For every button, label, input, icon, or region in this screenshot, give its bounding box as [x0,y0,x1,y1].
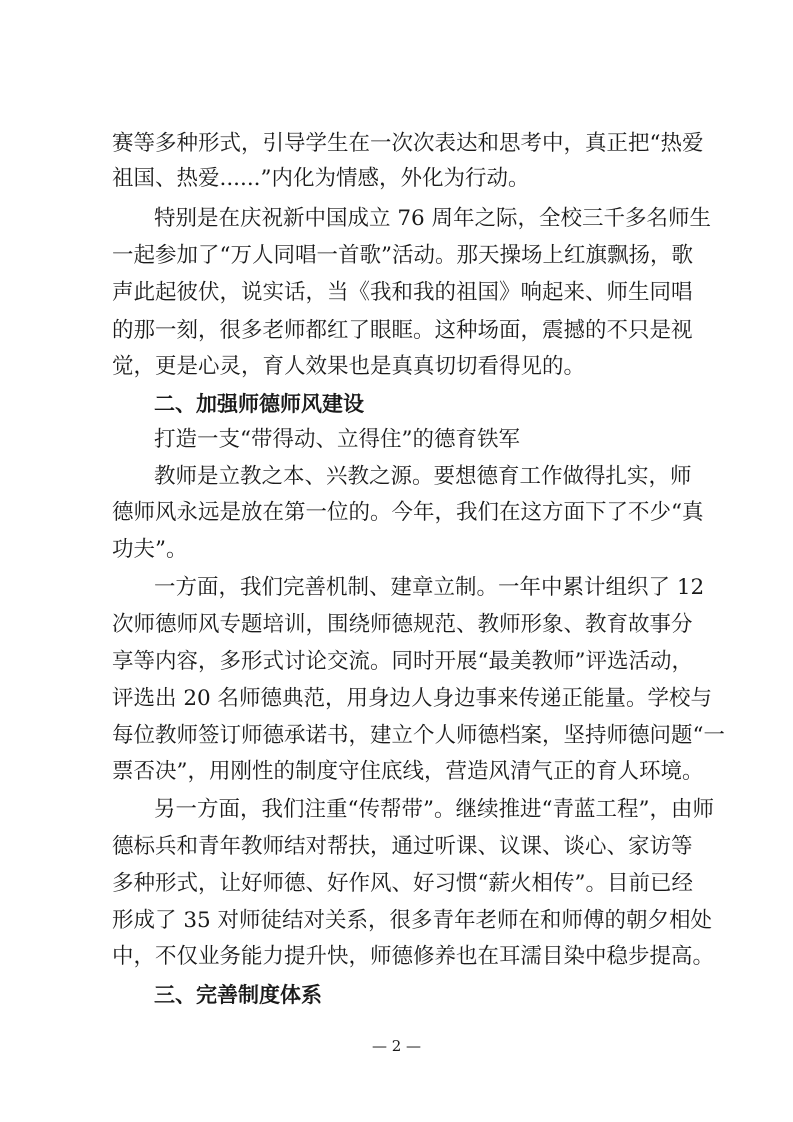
body-text-line: 票否决”，用刚性的制度守住底线，营造风清气正的育人环境。 [112,759,704,784]
body-text-line: 德标兵和青年教师结对帮扶，通过听课、议课、谈心、家访等 [112,834,693,859]
body-text-line: 的那一刻，很多老师都红了眼眶。这种场面，震撼的不只是视 [112,318,693,343]
section-heading: 二、加强师德师风建设 [154,392,364,416]
body-text-line: 功夫”。 [112,537,188,562]
body-text-line: 特别是在庆祝新中国成立 76 周年之际，全校三千多名师生 [154,206,712,231]
body-text-line: 另一方面，我们注重“传帮带”。继续推进“青蓝工程”，由师 [154,797,714,822]
body-text-line: 觉，更是心灵，育人效果也是真真切切看得见的。 [112,354,586,379]
body-text-line: 声此起彼伏，说实话，当《我和我的祖国》响起来、师生同唱 [112,280,693,305]
body-text-line: 祖国、热爱......”内化为情感，外化为行动。 [112,166,530,191]
body-text-line: 赛等多种形式，引导学生在一次次表达和思考中，真正把“热爱 [112,131,704,156]
body-text-line: 次师德师风专题培训，围绕师德规范、教师形象、教育故事分 [112,612,693,637]
body-text-line: 每位教师签订师德承诺书，建立个人师德档案，坚持师德问题“一 [112,723,725,748]
section-subheading: 打造一支“带得动、立得住”的德育铁军 [154,427,520,452]
body-text-line: 享等内容，多形式讨论交流。同时开展“最美教师”评选活动， [112,649,693,674]
body-text-line: 中，不仅业务能力提升快，师德修养也在耳濡目染中稳步提高。 [112,944,715,969]
section-heading: 三、完善制度体系 [154,983,322,1007]
body-text-line: 一起参加了“万人同唱一首歌”活动。那天操场上红旗飘扬，歌 [112,243,693,268]
body-text-line: 德师风永远是放在第一位的。今年，我们在这方面下了不少“真 [112,500,704,525]
body-text-line: 评选出 20 名师德典范，用身边人身边事来传递正能量。学校与 [112,686,713,711]
body-text-line: 一方面，我们完善机制、建章立制。一年中累计组织了 12 [154,575,705,600]
body-text-line: 多种形式，让好师德、好作风、好习惯“薪火相传”。目前已经 [112,871,693,896]
page-number: — 2 — [371,1037,422,1055]
body-text-line: 教师是立教之本、兴教之源。要想德育工作做得扎实，师 [154,464,692,489]
body-text-line: 形成了 35 对师徒结对关系，很多青年老师在和师傅的朝夕相处 [112,908,713,933]
